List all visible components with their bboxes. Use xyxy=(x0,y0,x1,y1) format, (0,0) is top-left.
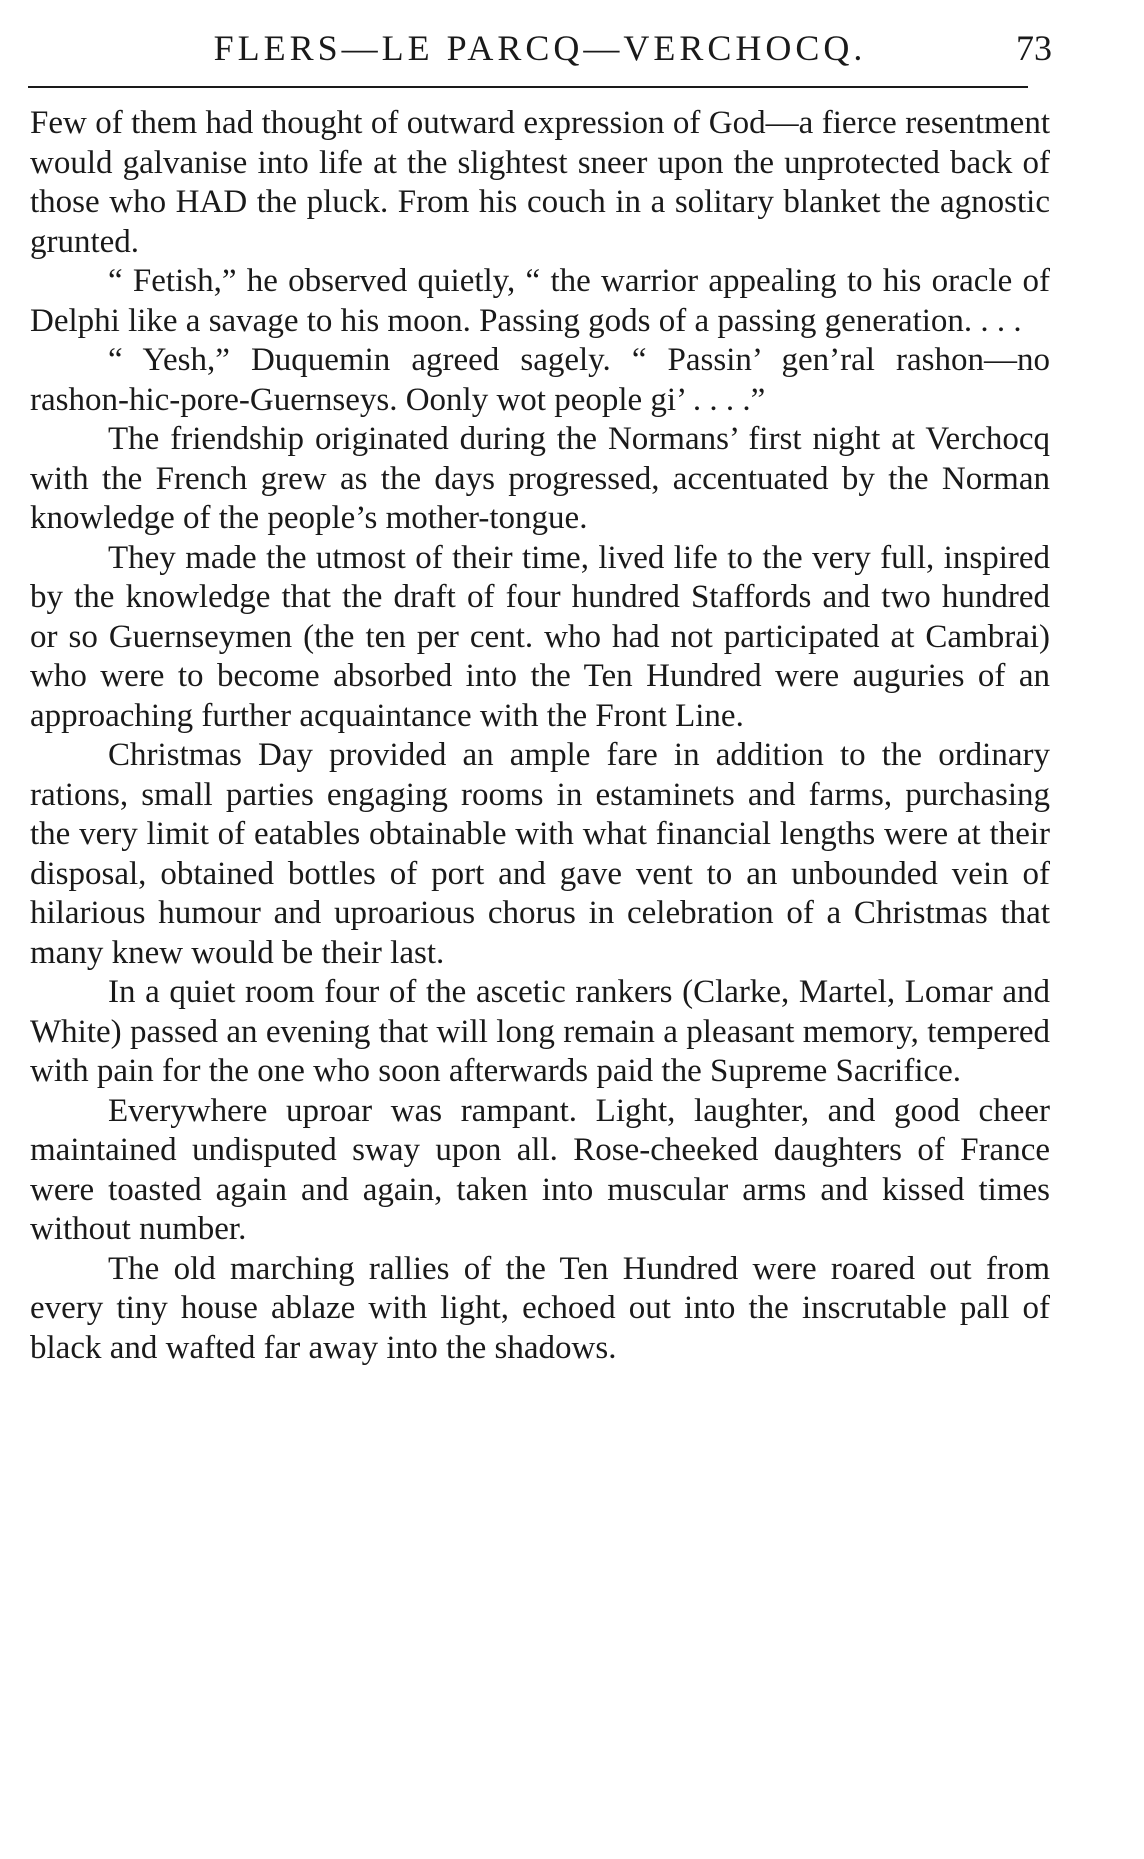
paragraph: Christmas Day provided an ample fare in addition to the ordinary rations, small parties engaging rooms in estaminets and farms, purchasing the very limit of eatables obtainable with what financial lengths were at their disposal, obtained bottles of port and gave vent to an unbounded vein of hilarious humour and uproarious chorus in celebration of a Christmas that many knew would be their last. xyxy=(30,737,1050,971)
paragraph: “ Fetish,” he observed quietly, “ the warrior appealing to his oracle of Delphi like a savage to his moon. Passing gods of a passing generation. . . . xyxy=(30,263,1050,339)
page-number: 73 xyxy=(1016,28,1052,68)
running-head: FLERS—LE PARCQ—VERCHOCQ. xyxy=(213,28,867,68)
paragraph: The friendship originated during the Normans’ first night at Verchocq with the French grew as the days progressed, accentuated by the Norman knowledge of the people’s mother-tongue. xyxy=(30,421,1050,536)
body-text xyxy=(30,104,1050,1368)
page-header xyxy=(28,22,1052,72)
paragraph: In a quiet room four of the ascetic rankers (Clarke, Martel, Lomar and White) passed an evening that will long remain a pleasant memory, tempered with pain for the one who soon afterwards paid the Supreme Sacrifice. xyxy=(30,974,1050,1089)
paragraph: Few of them had thought of outward expression of God—a fierce resentment would galvanise into life at the slightest sneer upon the unprotected back of those who HAD the pluck. From his couch in a solitary blanket the agnostic grunted. xyxy=(30,105,1050,260)
paragraph: “ Yesh,” Duquemin agreed sagely. “ Passin’ gen’ral rashon—no rashon-hic-pore-Guernseys. Oonly wot people gi’ . . . .” xyxy=(30,342,1050,418)
header-rule xyxy=(28,86,1028,88)
paragraph: Everywhere uproar was rampant. Light, laughter, and good cheer maintained undisputed sway upon all. Rose-cheeked daughters of France were toasted again and again, taken into muscular arms and kissed times without number. xyxy=(30,1092,1050,1247)
paragraph: The old marching rallies of the Ten Hundred were roared out from every tiny house ablaze with light, echoed out into the inscrutable pall of black and wafted far away into the shadows. xyxy=(30,1250,1050,1366)
paragraph: They made the utmost of their time, lived life to the very full, inspired by the knowledge that the draft of four hundred Staffords and two hundred or so Guernseymen (the ten per cent. who had not participated at Cambrai) who were to become absorbed into the Ten Hundred were auguries of an approaching further acquaintance with the Front Line. xyxy=(30,539,1050,734)
